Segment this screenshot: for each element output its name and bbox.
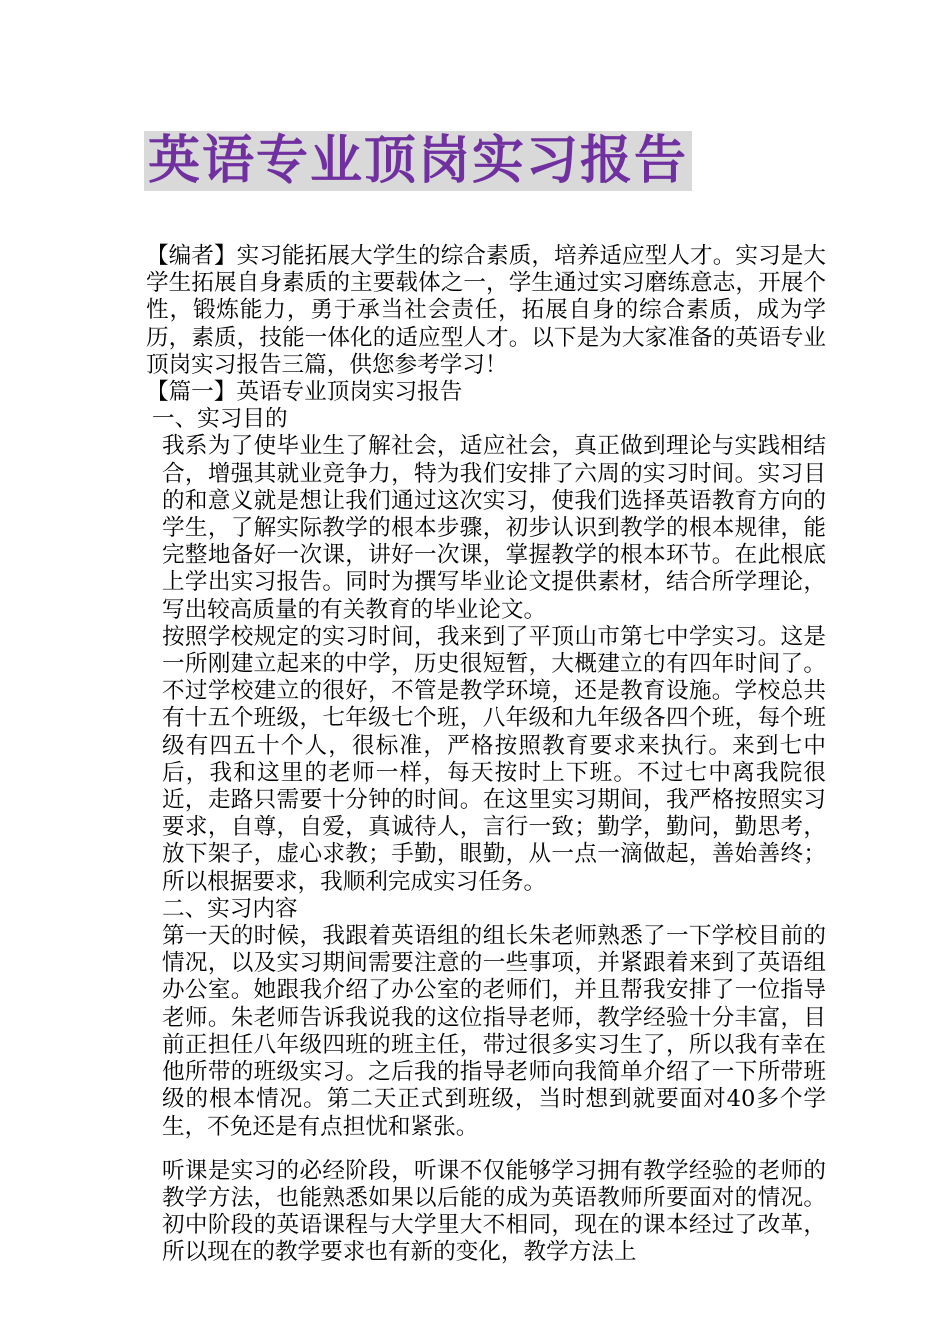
section-heading: 【篇一】英语专业顶岗实习报告 [146,379,463,406]
editor-note: 【编者】实习能拓展大学生的综合素质，培养适应型人才。实习是大学生拓展自身素质的主要载体之一，学生通过实习磨练意志，开展个性，锻炼能力，勇于承当社会责任，拓展自身的综合素质，成为学历，素质，技能一体化的适应型人才。以下是为大家准备的英语专业顶岗实习报告三篇，供您参考学习！ [146,243,826,378]
heading-content: 二、实习内容 [162,895,298,922]
document-body [146,243,826,1267]
heading-purpose: 一、实习目的 [152,406,288,433]
paragraph-purpose: 我系为了使毕业生了解社会，适应社会，真正做到理论与实践相结合，增强其就业竞争力，特为我们安排了六周的实习时间。实习目的和意义就是想让我们通过这次实习，使我们选择英语教育方向的学生，了解实际教学的根本步骤，初步认识到教学的根本规律，能完整地备好一次课，讲好一次课，掌握教学的根本环节。在此根底上学出实习报告。同时为撰写毕业论文提供素材，结合所学理论，写出较高质量的有关教育的毕业论文。 [162,433,826,623]
paragraph-lesson-observation: 听课是实习的必经阶段，听课不仅能够学习拥有教学经验的老师的教学方法，也能熟悉如果以后能的成为英语教师所要面对的情况。初中阶段的英语课程与大学里大不相同，现在的课本经过了改革，所以现在的教学要求也有新的变化，教学方法上 [162,1157,826,1266]
title-highlight [144,131,692,191]
paragraph-school: 按照学校规定的实习时间，我来到了平顶山市第七中学实习。这是一所刚建立起来的中学，历史很短暂，大概建立的有四年时间了。不过学校建立的很好，不管是教学环境，还是教育设施。学校总共有十五个班级，七年级七个班，八年级和九年级各四个班，每个班级有四五十个人，很标准，严格按照教育要求来执行。来到七中后，我和这里的老师一样，每天按时上下班。不过七中离我院很近，走路只需要十分钟的时间。在这里实习期间，我严格按照实习要求，自尊，自爱，真诚待人，言行一致；勤学，勤问，勤思考，放下架子，虚心求教；手勤，眼勤，从一点一滴做起，善始善终；所以根据要求，我顺利完成实习任务。 [162,623,826,895]
page-title: 英语专业顶岗实习报告 [148,131,689,191]
paragraph-first-day: 第一天的时候，我跟着英语组的组长朱老师熟悉了一下学校目前的情况，以及实习期间需要注意的一些事项，并紧跟着来到了英语组办公室。她跟我介绍了办公室的老师们，并且帮我安排了一位指导老师。朱老师告诉我说我的这位指导老师，教学经验十分丰富，目前正担任八年级四班的班主任，带过很多实习生了，所以我有幸在他所带的班级实习。之后我的指导老师向我简单介绍了一下所带班级的根本情况。第二天正式到班级，当时想到就要面对40多个学生，不免还是有点担忧和紧张。 [162,923,826,1140]
